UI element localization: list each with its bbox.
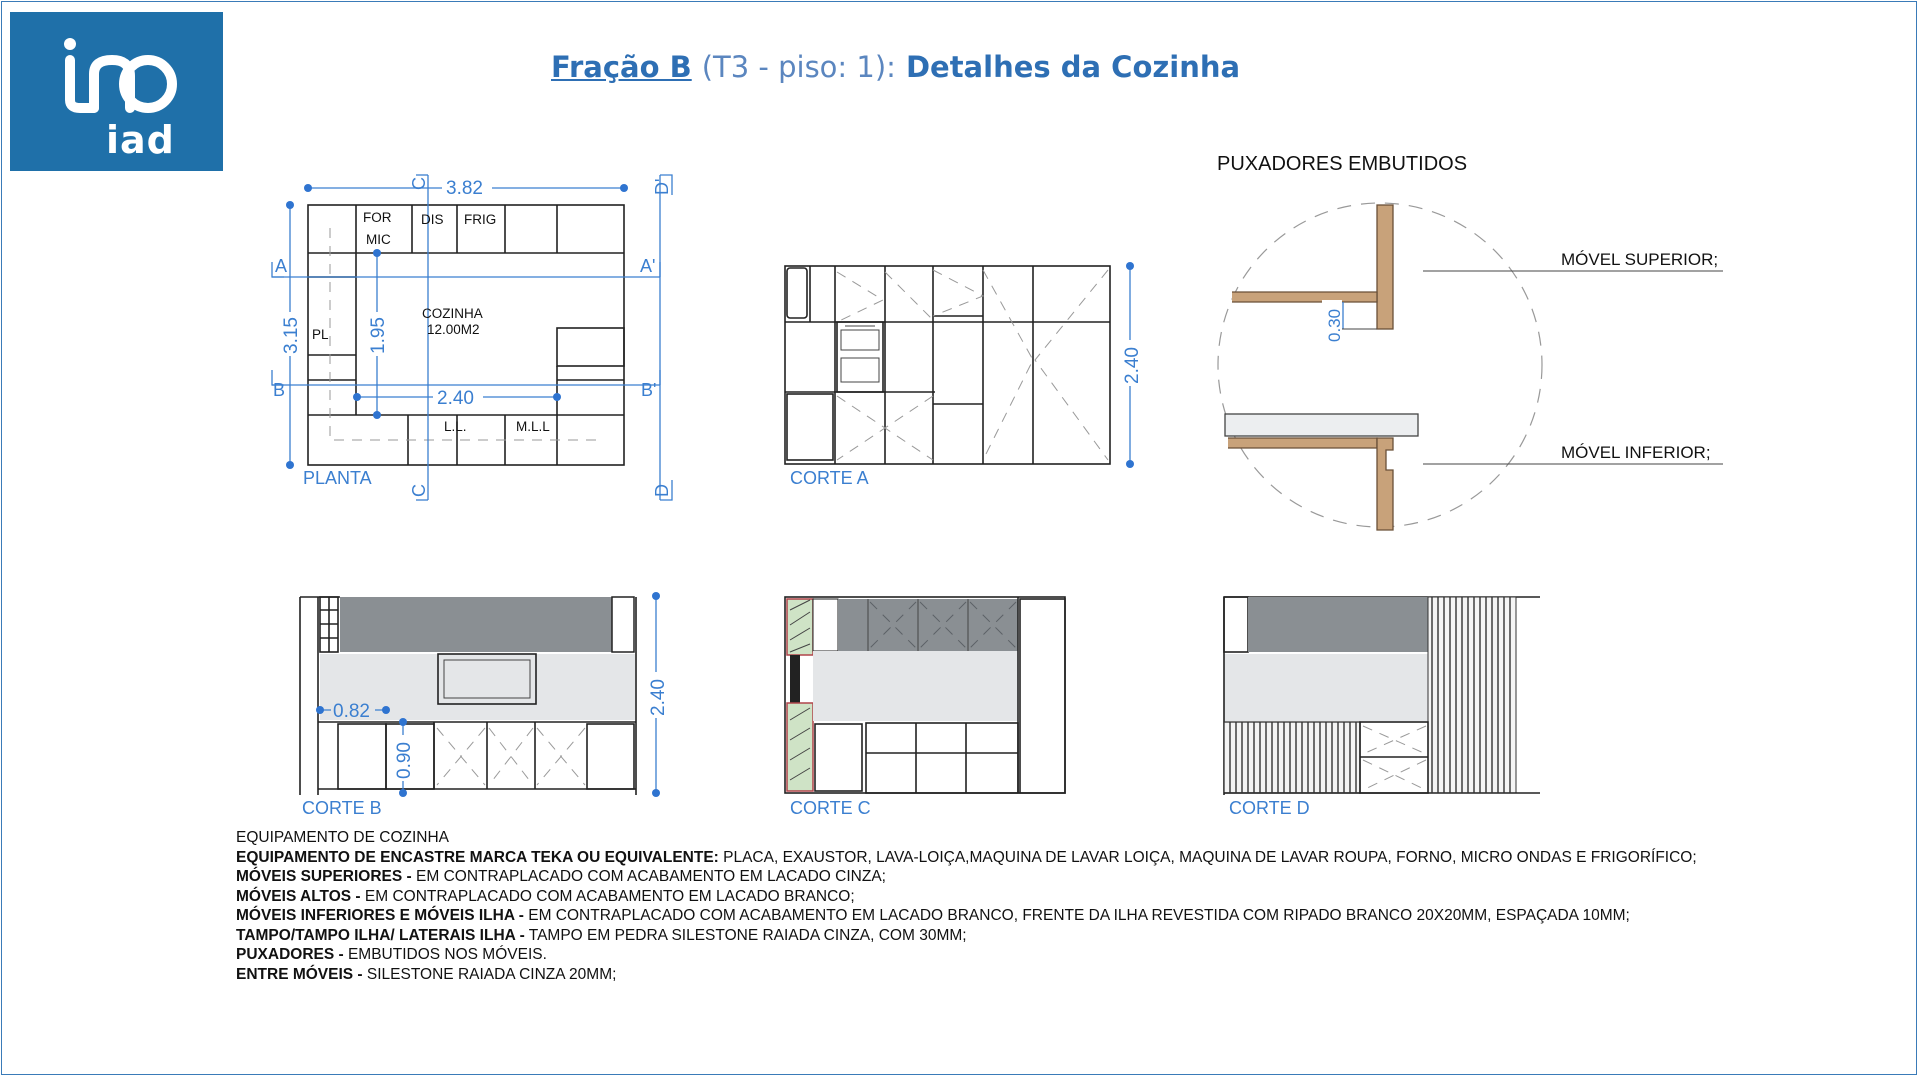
title-floor: (T3 - piso: 1):	[701, 50, 896, 84]
plan-width-dim: 3.82	[446, 178, 483, 199]
corte-d-label: CORTE D	[1229, 798, 1310, 818]
notes-line-5: TAMPO/TAMPO ILHA/ LATERAIS ILHA - TAMPO EM PEDRA SILESTONE RAIADA CINZA, COM 30MM;	[236, 926, 967, 944]
plan-inner-width-dim: 2.40	[437, 388, 474, 409]
notes-line-1: EQUIPAMENTO DE ENCASTRE MARCA TEKA OU EQUIVALENTE: PLACA, EXAUSTOR, LAVA-LOIÇA,MAQUINA DE LAVAR LOIÇA, MAQUINA DE LAVAR ROUPA, FORNO, MICRO ONDAS E FRIGORÍFICO;	[236, 848, 1697, 866]
notes-line-2: MÓVEIS SUPERIORES - EM CONTRAPLACADO COM ACABAMENTO EM LACADO CINZA;	[236, 868, 886, 885]
label-dis: DIS	[421, 212, 444, 227]
logo-text: iad	[106, 118, 175, 162]
puxadores-lower-label: MÓVEL INFERIOR;	[1561, 443, 1711, 462]
puxadores-upper-label: MÓVEL SUPERIOR;	[1561, 250, 1719, 269]
mark-b-prime: B'	[641, 380, 657, 400]
label-mic: MIC	[366, 232, 391, 247]
corte-b-height-dim: 2.40	[648, 679, 669, 716]
notes-line-3: MÓVEIS ALTOS - EM CONTRAPLACADO COM ACABAMENTO EM LACADO BRANCO;	[236, 887, 855, 905]
equipment-notes	[236, 828, 1706, 984]
mark-d: D	[652, 484, 672, 497]
mark-c-top: C	[409, 177, 429, 190]
plan-inner-height-dim: 1.95	[368, 317, 389, 354]
plan-height-dim: 3.15	[281, 317, 302, 354]
mark-a: A	[275, 256, 288, 276]
title-fraction: Fração B	[551, 50, 692, 84]
corte-d	[1224, 597, 1540, 818]
corte-b-label: CORTE B	[302, 798, 382, 818]
notes-line-4: MÓVEIS INFERIORES E MÓVEIS ILHA - EM CONTRAPLACADO COM ACABAMENTO EM LACADO BRANCO, FRENTE DA ILHA REVESTIDA COM RIPADO BRANCO 20X20MM, ESPAÇADA 10MM;	[236, 907, 1630, 924]
puxadores-detail	[1217, 153, 1723, 530]
mark-d-prime: D'	[652, 178, 672, 195]
corte-a-label: CORTE A	[790, 468, 869, 488]
label-mll: M.L.L	[516, 419, 550, 434]
corte-c	[785, 597, 1065, 818]
corte-b-base-dim: 0.90	[394, 742, 415, 779]
room-label: COZINHA	[422, 306, 483, 321]
label-frig: FRIG	[464, 212, 497, 227]
puxadores-title: PUXADORES EMBUTIDOS	[1217, 153, 1468, 175]
label-pl: PL	[312, 327, 329, 342]
label-for: FOR	[363, 210, 392, 225]
plan-view	[272, 175, 672, 500]
label-ll: L.L.	[444, 419, 467, 434]
corte-a	[785, 262, 1143, 488]
corte-c-label: CORTE C	[790, 798, 871, 818]
corte-a-height-dim: 2.40	[1122, 347, 1143, 384]
corte-b-width-dim: 0.82	[333, 701, 370, 722]
notes-line-7: ENTRE MÓVEIS - SILESTONE RAIADA CINZA 20MM;	[236, 965, 617, 983]
plan-label: PLANTA	[303, 468, 372, 488]
room-area: 12.00M2	[427, 322, 480, 337]
puxadores-dim: 0.30	[1325, 308, 1344, 342]
corte-b	[300, 592, 669, 818]
mark-b: B	[273, 380, 286, 400]
notes-line-6: PUXADORES - EMBUTIDOS NOS MÓVEIS.	[236, 946, 547, 963]
mark-c-bottom: C	[409, 484, 429, 497]
title-details: Detalhes da Cozinha	[905, 50, 1241, 84]
notes-heading: EQUIPAMENTO DE COZINHA	[236, 829, 450, 846]
mark-a-prime: A'	[640, 256, 656, 276]
